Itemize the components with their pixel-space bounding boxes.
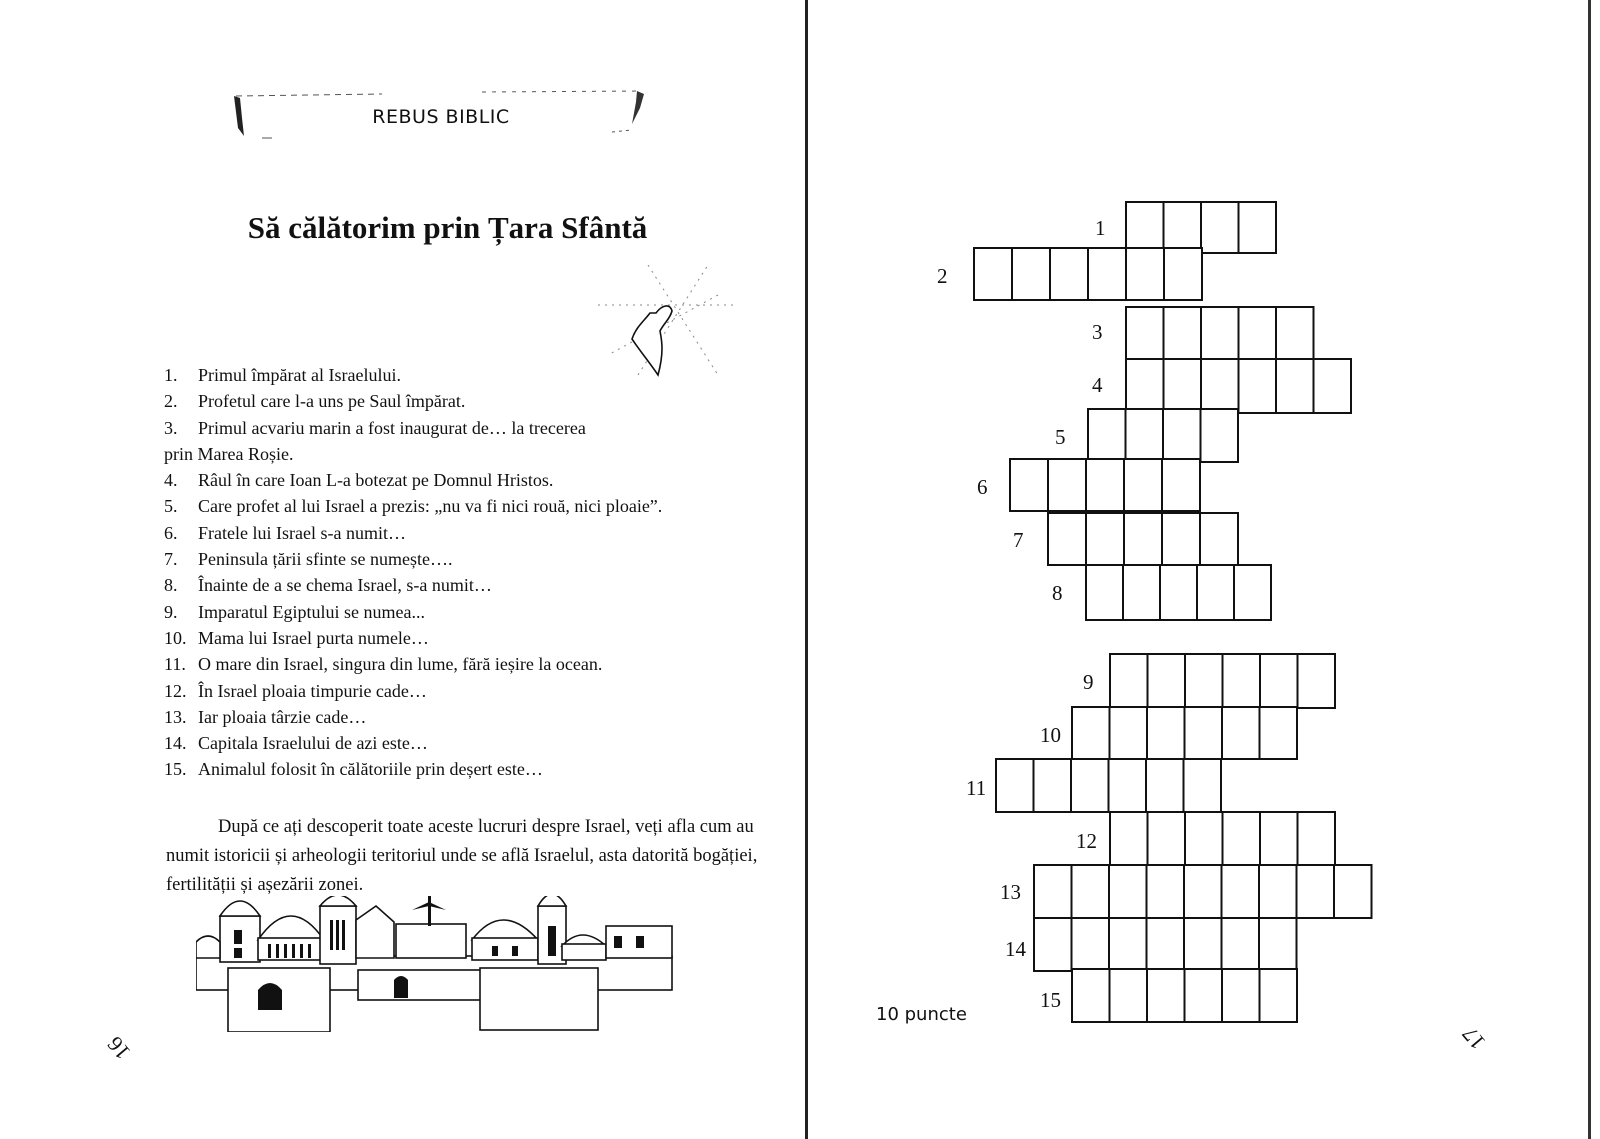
crossword-cell[interactable] — [1184, 759, 1222, 812]
clue-number: 3. — [164, 417, 178, 438]
crossword-row-number: 10 — [1040, 723, 1061, 747]
crossword-cell[interactable] — [1147, 707, 1185, 759]
crossword-cell[interactable] — [1126, 202, 1164, 253]
crossword-row-5 — [1055, 409, 1238, 462]
crossword-cell[interactable] — [1164, 359, 1202, 413]
clue-text: Iar ploaia târzie cade… — [198, 706, 367, 727]
crossword-cell[interactable] — [1276, 307, 1314, 359]
crossword-row-10 — [1040, 707, 1297, 759]
clue-number: 8. — [164, 575, 178, 596]
page-title: Să călătorim prin Țara Sfântă — [247, 210, 648, 245]
crossword-row-3 — [1092, 307, 1314, 359]
crossword-cell[interactable] — [1147, 865, 1185, 918]
crossword-cell[interactable] — [1072, 707, 1110, 759]
crossword-cell[interactable] — [1110, 969, 1148, 1022]
crossword-cell[interactable] — [1126, 359, 1164, 413]
crossword-row-1 — [1095, 202, 1276, 253]
crossword-cell[interactable] — [1048, 459, 1086, 511]
crossword-cell[interactable] — [1148, 654, 1186, 708]
crossword-cell[interactable] — [1260, 654, 1298, 708]
clue-number: 7. — [164, 549, 178, 570]
clue-number: 13. — [164, 706, 187, 727]
crossword-cell[interactable] — [1162, 459, 1200, 511]
crossword-cell[interactable] — [1012, 248, 1050, 300]
crossword-cell[interactable] — [1259, 918, 1297, 971]
clue-number: 12. — [164, 680, 187, 701]
crossword-cell[interactable] — [1163, 409, 1201, 462]
crossword-cell[interactable] — [1010, 459, 1048, 511]
clue-number: 10. — [164, 627, 187, 648]
crossword-cell[interactable] — [1124, 513, 1162, 565]
clue-text-continuation: prin Marea Roșie. — [164, 443, 294, 464]
crossword-row-number: 6 — [977, 475, 988, 499]
crossword-cell[interactable] — [974, 248, 1012, 300]
clue-text: Imparatul Egiptului se numea... — [198, 601, 425, 622]
crossword-cell[interactable] — [1276, 359, 1314, 413]
crossword-cell[interactable] — [1314, 359, 1352, 413]
crossword-cell[interactable] — [1201, 359, 1239, 413]
crossword-cell[interactable] — [1185, 707, 1223, 759]
crossword-row-8 — [1052, 565, 1271, 620]
clue-text: Animalul folosit în călătoriile prin deșert este… — [198, 759, 543, 780]
crossword-cell[interactable] — [1260, 969, 1298, 1022]
crossword-cell[interactable] — [996, 759, 1034, 812]
crossword-cell[interactable] — [1260, 812, 1298, 865]
crossword-cell[interactable] — [1034, 865, 1072, 918]
crossword-cell[interactable] — [1164, 307, 1202, 359]
crossword-cell[interactable] — [1148, 812, 1186, 865]
crossword-cell[interactable] — [1110, 707, 1148, 759]
crossword-cell[interactable] — [1124, 459, 1162, 511]
crossword-cell[interactable] — [1086, 565, 1123, 620]
crossword-row-14 — [1005, 918, 1297, 971]
page-number-right: 17 — [1456, 1021, 1491, 1055]
crossword-row-number: 12 — [1076, 829, 1097, 853]
crossword-cell[interactable] — [1234, 565, 1271, 620]
crossword-row-number: 8 — [1052, 581, 1063, 605]
crossword-cell[interactable] — [1259, 865, 1297, 918]
crossword-row-15 — [1040, 969, 1297, 1022]
crossword-row-number: 11 — [966, 776, 987, 800]
crossword-cell[interactable] — [1201, 409, 1239, 462]
crossword-cell[interactable] — [1072, 918, 1110, 971]
clue-number: 2. — [164, 391, 178, 412]
crossword-cell[interactable] — [1164, 248, 1202, 300]
crossword-cell[interactable] — [1201, 307, 1239, 359]
clue-text: Primul acvariu marin a fost inaugurat de… la trecerea — [198, 417, 586, 438]
crossword-cell[interactable] — [1126, 307, 1164, 359]
crossword-cell[interactable] — [1146, 759, 1184, 812]
crossword-cell[interactable] — [1050, 248, 1088, 300]
crossword-cell[interactable] — [1297, 865, 1335, 918]
crossword-row-number: 13 — [1000, 880, 1021, 904]
crossword-cell[interactable] — [1223, 654, 1261, 708]
crossword-row-number: 3 — [1092, 320, 1103, 344]
crossword-cell[interactable] — [1109, 759, 1147, 812]
clue-number: 9. — [164, 601, 178, 622]
clue-text: Profetul care l-a uns pe Saul împărat. — [198, 391, 466, 412]
crossword-cell[interactable] — [1184, 918, 1222, 971]
points-label: 10 puncte — [876, 1004, 967, 1025]
crossword-cell[interactable] — [1222, 918, 1260, 971]
crossword-cell[interactable] — [1086, 513, 1124, 565]
crossword-cell[interactable] — [1034, 918, 1072, 971]
clue-number: 6. — [164, 522, 178, 543]
clue-text: Care profet al lui Israel a prezis: „nu va fi nici rouă, nici ploaie”. — [198, 496, 663, 517]
crossword-cell[interactable] — [1185, 654, 1223, 708]
crossword-cell[interactable] — [1126, 248, 1164, 300]
crossword-cell[interactable] — [1298, 654, 1336, 708]
crossword-cell[interactable] — [1334, 865, 1372, 918]
crossword-cell[interactable] — [1072, 865, 1110, 918]
clue-number: 1. — [164, 365, 178, 385]
crossword-cell[interactable] — [1147, 969, 1185, 1022]
crossword-row-number: 7 — [1013, 528, 1024, 552]
crossword-cell[interactable] — [1223, 812, 1261, 865]
crossword-cell[interactable] — [1147, 918, 1185, 971]
crossword-cell[interactable] — [1222, 707, 1260, 759]
crossword-cell[interactable] — [1071, 759, 1109, 812]
crossword-row-12 — [1076, 812, 1335, 865]
crossword-cell[interactable] — [1185, 969, 1223, 1022]
crossword-cell[interactable] — [1260, 707, 1298, 759]
crossword-cell[interactable] — [1222, 865, 1260, 918]
crossword-row-2 — [937, 248, 1202, 300]
banner-title: REBUS BIBLIC — [372, 106, 510, 128]
crossword-cell[interactable] — [1086, 459, 1124, 511]
crossword-cell[interactable] — [1088, 248, 1126, 300]
clue-text: Fratele lui Israel s-a numit… — [198, 522, 406, 543]
crossword-row-4 — [1092, 359, 1351, 413]
clue-number: 15. — [164, 759, 187, 780]
crossword-row-number: 14 — [1005, 937, 1026, 961]
crossword-cell[interactable] — [1048, 513, 1086, 565]
clue-text: Mama lui Israel purta numele… — [198, 627, 429, 648]
crossword-cell[interactable] — [1185, 812, 1223, 865]
crossword-row-number: 1 — [1095, 216, 1106, 240]
clue-text: Peninsula țării sfinte se numește…. — [198, 549, 453, 570]
crossword-cell[interactable] — [1298, 812, 1336, 865]
crossword-cell[interactable] — [1160, 565, 1197, 620]
crossword-row-9 — [1083, 654, 1335, 708]
crossword-cell[interactable] — [1184, 865, 1222, 918]
clue-number: 14. — [164, 733, 187, 754]
crossword-cell[interactable] — [1034, 759, 1072, 812]
crossword-row-number: 4 — [1092, 373, 1103, 397]
crossword-cell[interactable] — [1162, 513, 1200, 565]
clue-number: 4. — [164, 470, 178, 491]
clue-text: În Israel ploaia timpurie cade… — [198, 680, 427, 701]
clue-text: Înainte de a se chema Israel, s-a numit… — [198, 575, 492, 596]
clue-number: 11. — [164, 654, 186, 675]
crossword-row-number: 2 — [937, 264, 948, 288]
crossword-cell[interactable] — [1197, 565, 1234, 620]
crossword-row-13 — [1000, 865, 1372, 918]
crossword-cell[interactable] — [1239, 202, 1277, 253]
crossword-cell[interactable] — [1164, 202, 1202, 253]
clue-text: Capitala Israelului de azi este… — [198, 733, 428, 754]
clue-number: 5. — [164, 496, 178, 517]
crossword-row-11 — [966, 759, 1221, 812]
crossword-cell[interactable] — [1110, 654, 1148, 708]
crossword-row-number: 15 — [1040, 988, 1061, 1012]
crossword-cell[interactable] — [1123, 565, 1160, 620]
crossword-row-number: 9 — [1083, 670, 1094, 694]
crossword-cell[interactable] — [1239, 307, 1277, 359]
crossword-cell[interactable] — [1200, 513, 1238, 565]
crossword-cell[interactable] — [1109, 865, 1147, 918]
crossword-cell[interactable] — [1109, 918, 1147, 971]
crossword-cell[interactable] — [1110, 812, 1148, 865]
conclusion-paragraph: După ce ați descoperit toate aceste lucruri despre Israel, veți afla cum au numit istoricii și arheologii teritoriul unde se află Israelul, asta datorită bogăției, fertilității și așezării zonei. — [166, 817, 758, 895]
clue-text: Primul împărat al Israelului. — [198, 365, 401, 385]
crossword-cell[interactable] — [1201, 202, 1239, 253]
crossword-row-7 — [1013, 513, 1238, 565]
crossword-cell[interactable] — [1072, 969, 1110, 1022]
crossword-row-number: 5 — [1055, 425, 1066, 449]
crossword-cell[interactable] — [1088, 409, 1126, 462]
page-number-left: 16 — [101, 1031, 136, 1065]
crossword-cell[interactable] — [1239, 359, 1277, 413]
crossword-cell[interactable] — [1222, 969, 1260, 1022]
clue-text: O mare din Israel, singura din lume, fără ieșire la ocean. — [198, 654, 603, 675]
clue-text: Râul în care Ioan L-a botezat pe Domnul Hristos. — [198, 470, 554, 491]
crossword-cell[interactable] — [1126, 409, 1164, 462]
crossword-row-6 — [977, 459, 1200, 511]
